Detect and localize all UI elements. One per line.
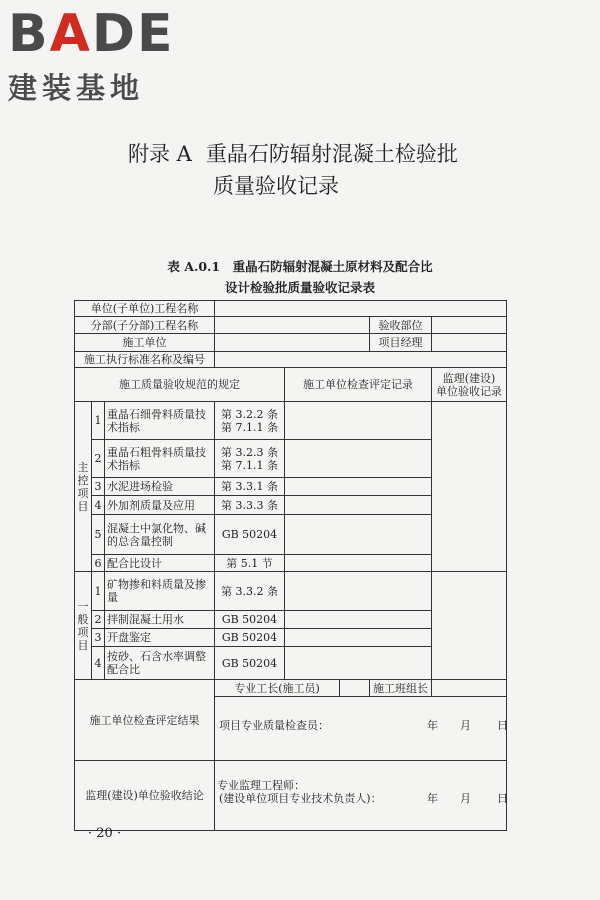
sub-project-value[interactable] — [215, 317, 370, 334]
supervisor-record-cell[interactable] — [432, 402, 507, 572]
contractor-record-cell[interactable] — [285, 572, 432, 611]
item-number: 2 — [92, 611, 105, 629]
item-clause: 第 3.2.2 条 第 7.1.1 条 — [215, 402, 285, 440]
item-clause: GB 50204 — [215, 629, 285, 647]
team-leader-label: 施工班组长 — [370, 680, 432, 697]
supervisor-conclusion-label: 监理(建设)单位验收结论 — [75, 761, 215, 831]
construction-unit-value[interactable] — [215, 334, 370, 352]
item-number: 4 — [92, 647, 105, 680]
foreman-label: 专业工长(施工员) — [215, 680, 340, 697]
project-manager-value[interactable] — [432, 334, 507, 352]
inspection-part-value[interactable] — [432, 317, 507, 334]
item-number: 4 — [92, 496, 105, 515]
sub-project-row — [75, 317, 507, 334]
general-group-label — [75, 572, 92, 680]
group-char: 目 — [77, 638, 89, 652]
month-label: 月 — [460, 792, 471, 805]
logo-wordmark — [8, 4, 175, 64]
item-name: 混凝土中氯化物、碱的总含量控制 — [105, 515, 215, 555]
table-caption-line1: 表 A.0.1 重晶石防辐射混凝土原材料及配合比 — [167, 259, 433, 274]
supervisor-engineer-label: 专业监理工程师： — [217, 779, 305, 792]
contractor-record-cell[interactable] — [285, 496, 432, 515]
logo-subtitle: 建装基地 — [8, 71, 145, 105]
column-header-row — [75, 368, 507, 402]
appendix-code: 附录 A — [128, 142, 192, 166]
contractor-record-cell[interactable] — [285, 440, 432, 478]
foreman-value[interactable] — [340, 680, 370, 697]
group-char: 控 — [77, 473, 89, 487]
item-clause: GB 50204 — [215, 611, 285, 629]
item-name: 外加剂质量及应用 — [105, 496, 215, 515]
group-char: 项 — [77, 486, 89, 500]
standard-label: 施工执行标准名称及编号 — [75, 352, 215, 368]
unit-project-value[interactable] — [215, 301, 507, 317]
main-item-row — [75, 402, 507, 440]
item-name: 按砂、石含水率调整配合比 — [105, 647, 215, 680]
unit-project-label: 单位(子单位)工程名称 — [75, 301, 215, 317]
logo-letters: DE — [91, 4, 175, 64]
day-label: 日 — [497, 792, 508, 805]
group-char: 主 — [77, 460, 89, 474]
logo-letter: B — [8, 4, 50, 64]
day-label: 日 — [497, 718, 508, 732]
month-label: 月 — [460, 718, 471, 732]
item-clause: 第 3.3.1 条 — [215, 478, 285, 496]
year-label: 年 — [427, 718, 438, 732]
item-name: 拌制混凝土用水 — [105, 611, 215, 629]
item-name: 配合比设计 — [105, 555, 215, 572]
contractor-result-cell[interactable] — [215, 697, 507, 761]
unit-project-row — [75, 301, 507, 317]
contractor-record-cell[interactable] — [285, 647, 432, 680]
group-char: 项 — [77, 625, 89, 639]
contractor-record-cell[interactable] — [285, 555, 432, 572]
year-label: 年 — [427, 792, 438, 805]
contractor-record-cell[interactable] — [285, 478, 432, 496]
inspection-part-label: 验收部位 — [370, 317, 432, 334]
qc-inspector-label: 项目专业质量检查员： — [219, 718, 329, 732]
item-clause: 第 5.1 节 — [215, 555, 285, 572]
logo — [8, 4, 175, 107]
team-leader-value[interactable] — [432, 680, 507, 697]
item-number: 5 — [92, 515, 105, 555]
construction-unit-label: 施工单位 — [75, 334, 215, 352]
supervisor-conclusion-row — [75, 761, 507, 831]
supervisor-header-line2: 单位验收记录 — [436, 384, 503, 398]
item-name: 矿物掺和料质量及掺量 — [105, 572, 215, 611]
contractor-record-cell[interactable] — [285, 402, 432, 440]
item-clause: GB 50204 — [215, 647, 285, 680]
item-clause: GB 50204 — [215, 515, 285, 555]
contractor-record-header: 施工单位检查评定记录 — [285, 368, 432, 402]
foreman-row — [75, 680, 507, 697]
acceptance-record-table — [74, 300, 507, 831]
item-number: 2 — [92, 440, 105, 478]
spec-column-header: 施工质量验收规范的规定 — [75, 368, 285, 402]
appendix-title-line2: 质量验收记录 — [213, 174, 339, 198]
item-number: 1 — [92, 402, 105, 440]
group-char: 一 — [77, 599, 89, 613]
project-manager-label: 项目经理 — [370, 334, 432, 352]
contractor-result-label: 施工单位检查评定结果 — [75, 680, 215, 761]
item-name: 开盘鉴定 — [105, 629, 215, 647]
item-name: 重晶石细骨料质量技术指标 — [105, 402, 215, 440]
item-name: 水泥进场检验 — [105, 478, 215, 496]
item-number: 3 — [92, 478, 105, 496]
appendix-title-line1: 重晶石防辐射混凝土检验批 — [205, 142, 458, 166]
appendix-title — [128, 138, 458, 168]
item-clause: 第 3.2.3 条 第 7.1.1 条 — [215, 440, 285, 478]
contractor-record-cell[interactable] — [285, 629, 432, 647]
item-number: 6 — [92, 555, 105, 572]
group-char: 般 — [77, 612, 89, 626]
general-item-row — [75, 572, 507, 611]
contractor-record-cell[interactable] — [285, 611, 432, 629]
page-number: · 20 · — [88, 826, 122, 841]
logo-accent-letter: A — [49, 4, 92, 64]
item-clause: 第 3.3.3 条 — [215, 496, 285, 515]
supervisor-record-cell[interactable] — [432, 572, 507, 680]
owner-tech-lead-label: (建设单位项目专业技术负责人)： — [219, 792, 382, 805]
sub-project-label: 分部(子分部)工程名称 — [75, 317, 215, 334]
standard-row — [75, 352, 507, 368]
construction-unit-row — [75, 334, 507, 352]
item-name: 重晶石粗骨料质量技术指标 — [105, 440, 215, 478]
main-control-group-label — [75, 402, 92, 572]
group-char: 目 — [77, 499, 89, 513]
item-clause: 第 3.3.2 条 — [215, 572, 285, 611]
standard-value[interactable] — [215, 352, 507, 368]
item-number: 1 — [92, 572, 105, 611]
contractor-record-cell[interactable] — [285, 515, 432, 555]
item-number: 3 — [92, 629, 105, 647]
table-caption-line2: 设计检验批质量验收记录表 — [224, 280, 375, 295]
supervisor-conclusion-cell[interactable] — [215, 761, 507, 831]
supervisor-header-line1: 监理(建设) — [442, 371, 496, 385]
supervisor-record-header — [432, 368, 507, 402]
